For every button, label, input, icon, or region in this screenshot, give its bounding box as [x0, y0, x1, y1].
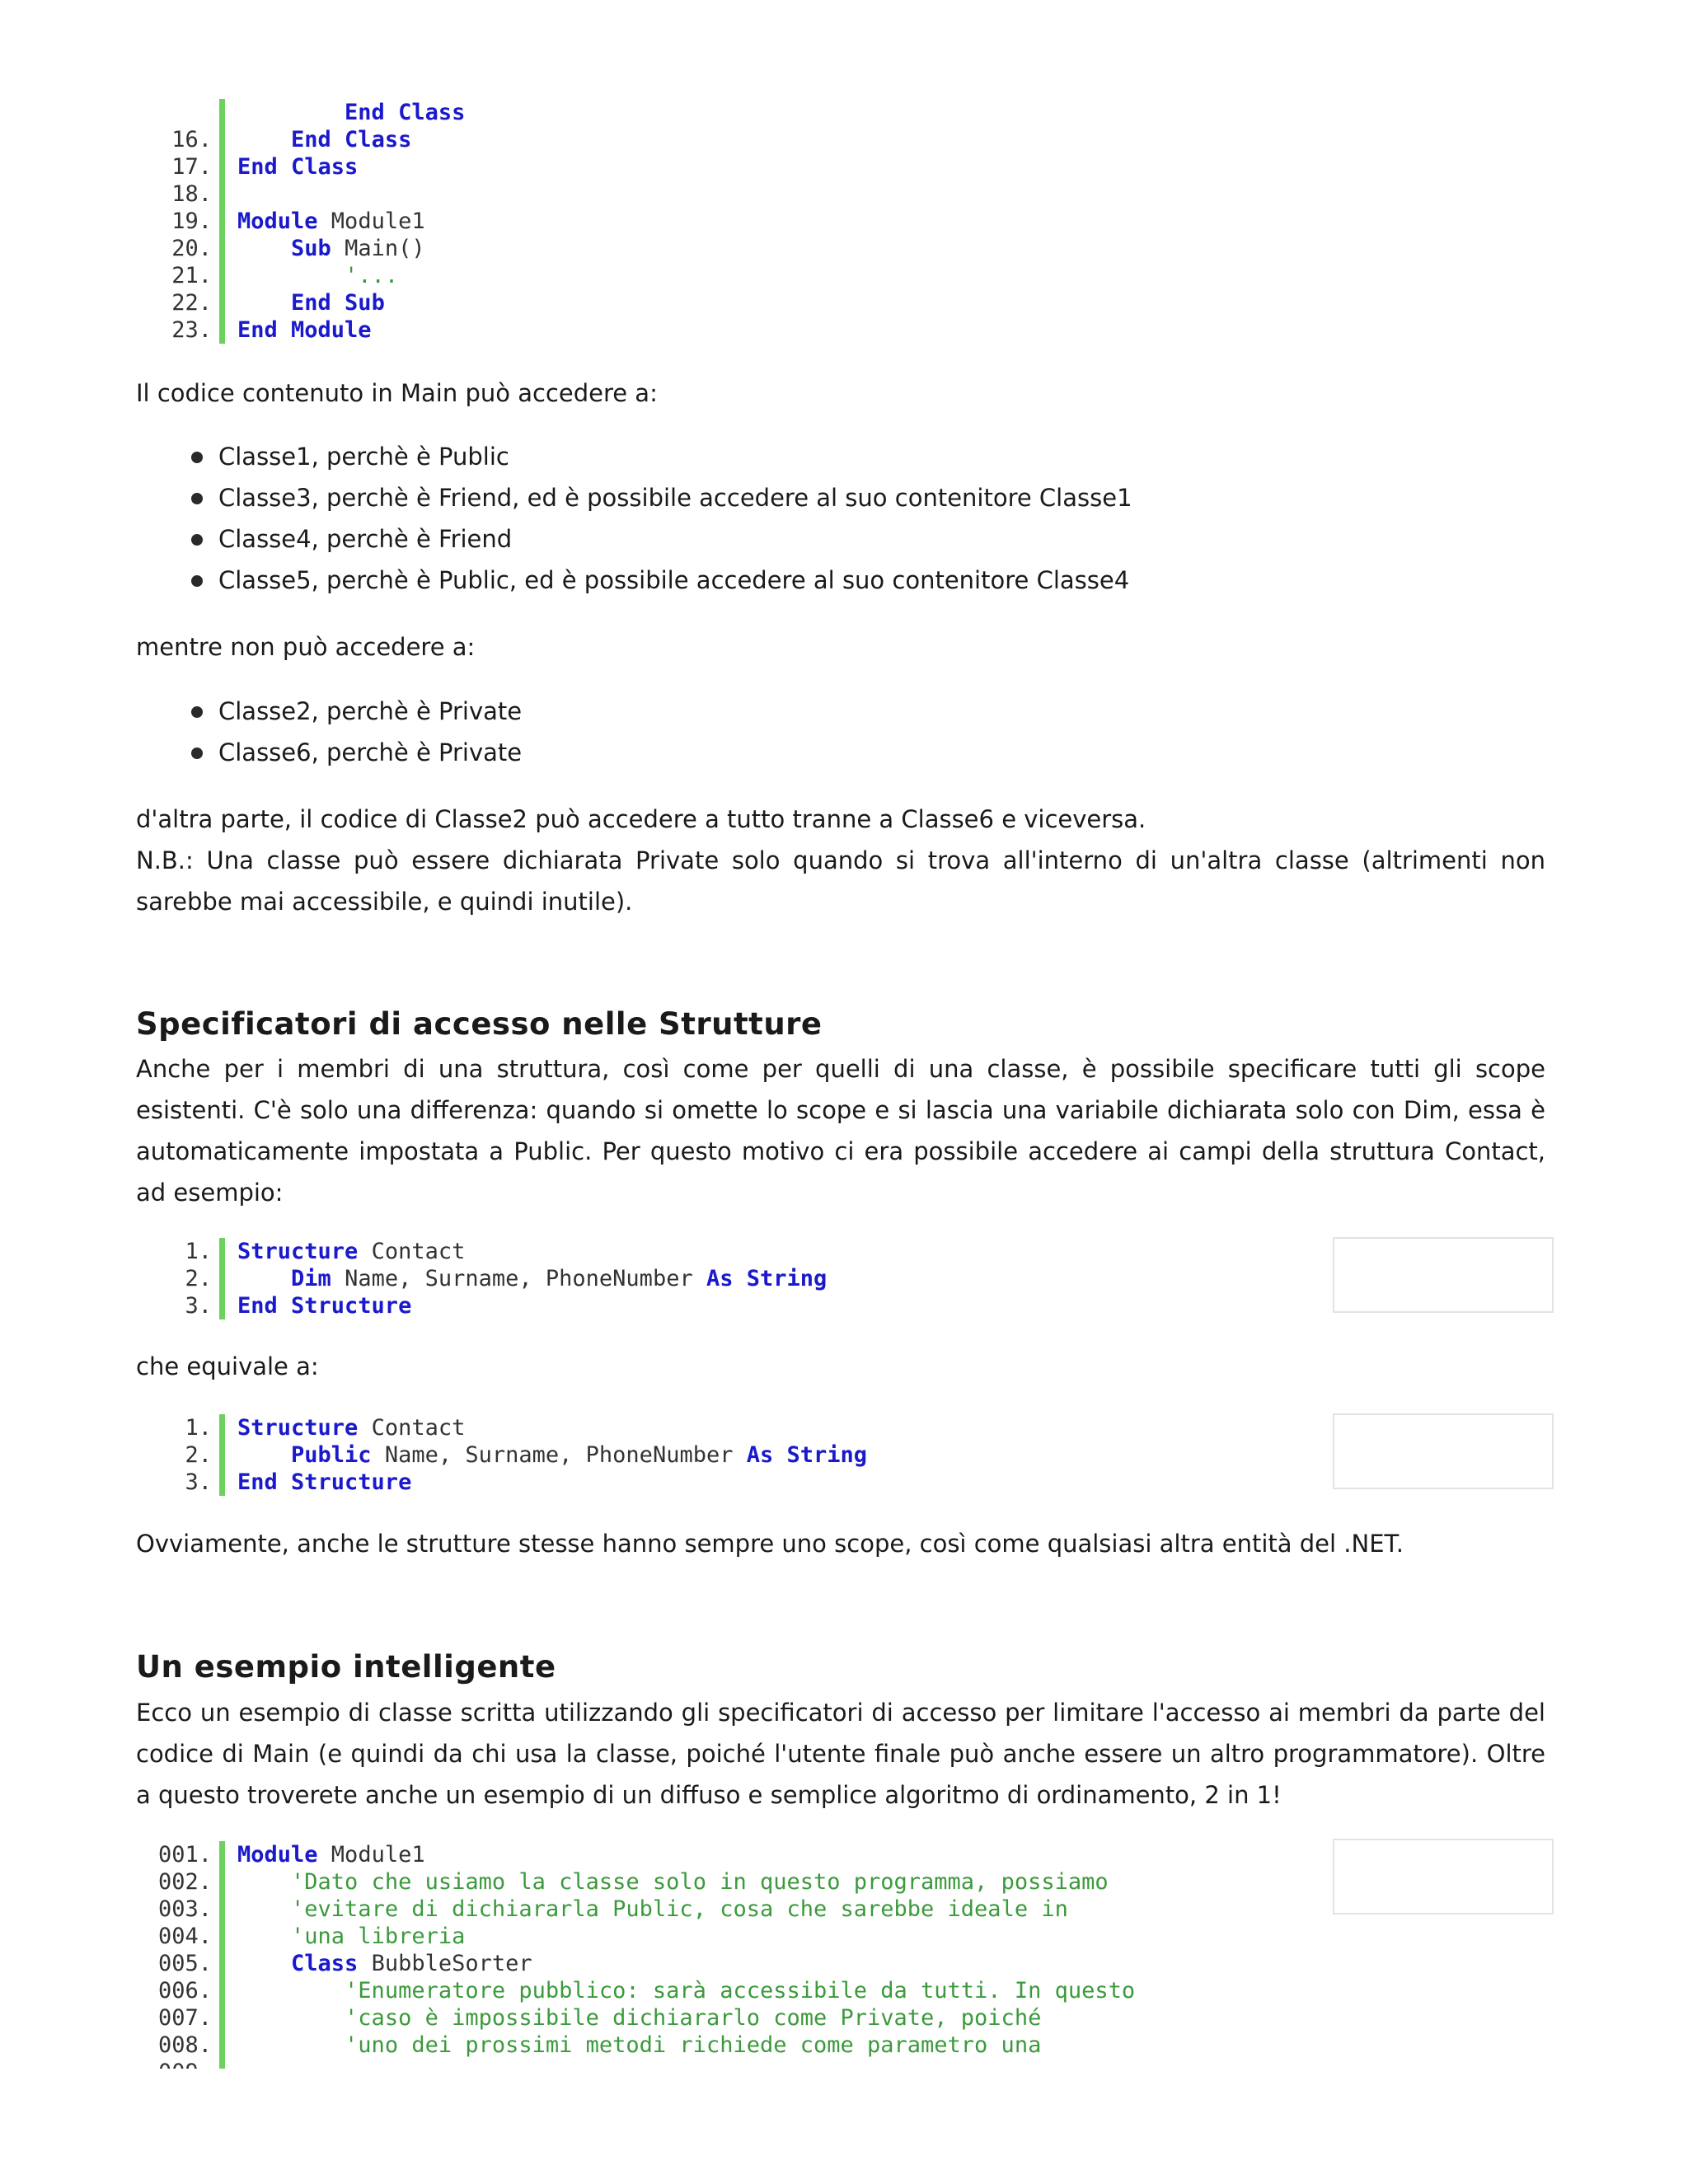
line-number: 006.: [157, 1978, 212, 2004]
list-item: Classe2, perchè è Private: [136, 691, 1545, 732]
line-number: 22.: [171, 290, 212, 316]
code-line: [136, 1469, 412, 1496]
code-line: [136, 1841, 425, 1868]
code-block-bubblesorter: [136, 1841, 1136, 2086]
code-line: [136, 262, 399, 289]
can-access-list: [136, 436, 1545, 601]
code-text: End Class: [237, 154, 359, 180]
other-side-text: d'altra parte, il codice di Classe2 può accedere a tutto tranne a Classe6 e viceversa.: [136, 805, 1146, 833]
code-text: End Structure: [237, 1469, 412, 1495]
code-text: End Sub: [291, 290, 385, 316]
code-gutter-bar: [219, 1923, 225, 1950]
code-gutter-bar: [219, 1868, 225, 1896]
line-number: 003.: [157, 1896, 212, 1922]
code-text: 'evitare di dichiararla Public, cosa che sarebbe ideale in: [291, 1896, 1068, 1922]
line-number: 3.: [185, 1293, 212, 1319]
code-gutter-bar: [219, 153, 225, 180]
code-gutter-bar: [219, 1238, 225, 1265]
code-gutter-bar: [219, 235, 225, 262]
intro-access: Il codice contenuto in Main può accedere a:: [136, 379, 658, 407]
line-number: 17.: [171, 154, 212, 180]
code-line: [136, 1896, 1068, 1923]
line-number: 2.: [185, 1442, 212, 1468]
code-line: [136, 2032, 1042, 2059]
code-line: [136, 1441, 868, 1469]
list-item: Classe5, perchè è Public, ed è possibile accedere al suo contenitore Classe4: [136, 560, 1545, 601]
code-text: Class BubbleSorter: [291, 1951, 532, 1976]
code-text: 'Dato che usiamo la classe solo in questo programma, possiamo: [291, 1869, 1109, 1895]
code-line: [136, 180, 212, 208]
line-number: 20.: [171, 236, 212, 261]
code-text: Public Name, Surname, PhoneNumber As String: [291, 1442, 868, 1468]
code-gutter-bar: [219, 126, 225, 153]
code-gutter-bar: [219, 180, 225, 208]
list-item: Classe1, perchè è Public: [136, 436, 1545, 477]
code-text: Structure Contact: [237, 1415, 466, 1441]
code-gutter-bar: [219, 1414, 225, 1441]
code-line: [136, 235, 425, 262]
code-gutter-bar: [219, 1977, 225, 2004]
line-number: 2.: [185, 1266, 212, 1291]
code-text: 'caso è impossibile dichiararlo come Private, poiché: [345, 2005, 1042, 2031]
code-gutter-bar: [219, 1841, 225, 1868]
line-number: 16.: [171, 127, 212, 152]
copy-code-box[interactable]: [1333, 1839, 1554, 1915]
line-number: 23.: [171, 317, 212, 343]
code-line: [136, 1977, 1136, 2004]
example-paragraph: Ecco un esempio di classe scritta utilizzando gli specificatori di accesso per limitare l'accesso ai membri da parte del codice di Main (e quindi da chi usa la classe, poiché l'utente finale può anche essere un altro programmatore). Oltre a questo troverete anche un esempio di un diffuso e semplice algoritmo di ordinamento, 2 in 1!: [136, 1699, 1545, 1809]
code-gutter-bar: [219, 1265, 225, 1292]
section-heading-example: Un esempio intelligente: [136, 1649, 556, 1685]
copy-code-box[interactable]: [1333, 1237, 1554, 1313]
line-number: 001.: [157, 1842, 212, 1868]
code-line: [136, 316, 372, 344]
ovviamente-text: Ovviamente, anche le strutture stesse hanno sempre uno scope, così come qualsiasi altra entità del .NET.: [136, 1530, 1404, 1558]
code-block-structure-dim: [136, 1238, 828, 1319]
code-text: 'una libreria: [291, 1924, 466, 1949]
list-item: Classe4, perchè è Friend: [136, 518, 1545, 560]
code-gutter-bar: [219, 1950, 225, 1977]
code-text: Module Module1: [237, 209, 425, 234]
line-number: 1.: [185, 1415, 212, 1441]
code-text: 'Enumeratore pubblico: sarà accessibile da tutti. In questo: [345, 1978, 1136, 2004]
page-bottom-margin: [0, 2069, 1688, 2184]
code-block-structure-public: [136, 1414, 868, 1496]
code-text: Structure Contact: [237, 1239, 466, 1264]
code-line: [136, 126, 412, 153]
list-item: Classe3, perchè è Friend, ed è possibile accedere al suo contenitore Classe1: [136, 477, 1545, 518]
line-number: 007.: [157, 2005, 212, 2031]
code-line: [136, 208, 425, 235]
code-line: [136, 1292, 412, 1319]
code-text: 'uno dei prossimi metodi richiede come parametro una: [345, 2032, 1042, 2058]
code-line: [136, 1950, 532, 1977]
line-number: 21.: [171, 263, 212, 288]
code-text: '...: [345, 263, 399, 288]
cannot-access-list: [136, 691, 1545, 773]
code-gutter-bar: [219, 1469, 225, 1496]
line-number: 002.: [157, 1869, 212, 1895]
code-gutter-bar: [219, 99, 225, 126]
line-number: 008.: [157, 2032, 212, 2058]
code-line: [136, 1923, 466, 1950]
list-item: Classe6, perchè è Private: [136, 732, 1545, 773]
line-number: 004.: [157, 1924, 212, 1949]
code-line: [136, 153, 359, 180]
code-gutter-bar: [219, 316, 225, 344]
code-text: End Class: [291, 127, 412, 152]
code-text: Sub Main(): [291, 236, 425, 261]
copy-code-box[interactable]: [1333, 1413, 1554, 1489]
structures-paragraph: Anche per i membri di una struttura, così come per quelli di una classe, è possibile specificare tutti gli scope esistenti. C'è solo una differenza: quando si omette lo scope e si lascia una variabile dichiarata solo con Dim, essa è automaticamente impostata a Public. Per questo motivo ci era possibile accedere ai campi della struttura Contact, ad esempio:: [136, 1055, 1545, 1207]
code-text: Module Module1: [237, 1842, 425, 1868]
line-number: 3.: [185, 1469, 212, 1495]
code-text: Dim Name, Surname, PhoneNumber As String: [291, 1266, 828, 1291]
code-line: [136, 2004, 1042, 2032]
line-number: 1.: [185, 1239, 212, 1264]
code-line: [136, 289, 385, 316]
intro-no-access: mentre non può accedere a:: [136, 633, 476, 661]
line-number: 005.: [157, 1951, 212, 1976]
code-text: End Structure: [237, 1293, 412, 1319]
code-line: [136, 99, 466, 126]
code-line: [136, 1868, 1109, 1896]
nb-text: N.B.: Una classe può essere dichiarata Private solo quando si trova all'interno di un'altra classe (altrimenti non sarebbe mai accessibile, e quindi inutile).: [136, 846, 1545, 916]
code-line: [136, 1238, 466, 1265]
code-gutter-bar: [219, 208, 225, 235]
code-block-classes: [136, 99, 466, 344]
code-gutter-bar: [219, 289, 225, 316]
code-gutter-bar: [219, 1292, 225, 1319]
code-gutter-bar: [219, 2004, 225, 2032]
code-text: End Class: [345, 100, 466, 125]
code-gutter-bar: [219, 2032, 225, 2059]
line-number: 18.: [171, 181, 212, 207]
code-line: [136, 1414, 466, 1441]
code-gutter-bar: [219, 262, 225, 289]
code-text: End Module: [237, 317, 372, 343]
code-line: [136, 1265, 828, 1292]
intro-access-text: [136, 373, 1545, 414]
equivale-text: che equivale a:: [136, 1352, 319, 1380]
line-number: 19.: [171, 209, 212, 234]
code-gutter-bar: [219, 1441, 225, 1469]
code-gutter-bar: [219, 1896, 225, 1923]
section-heading-structures: Specificatori di accesso nelle Strutture: [136, 1006, 823, 1042]
